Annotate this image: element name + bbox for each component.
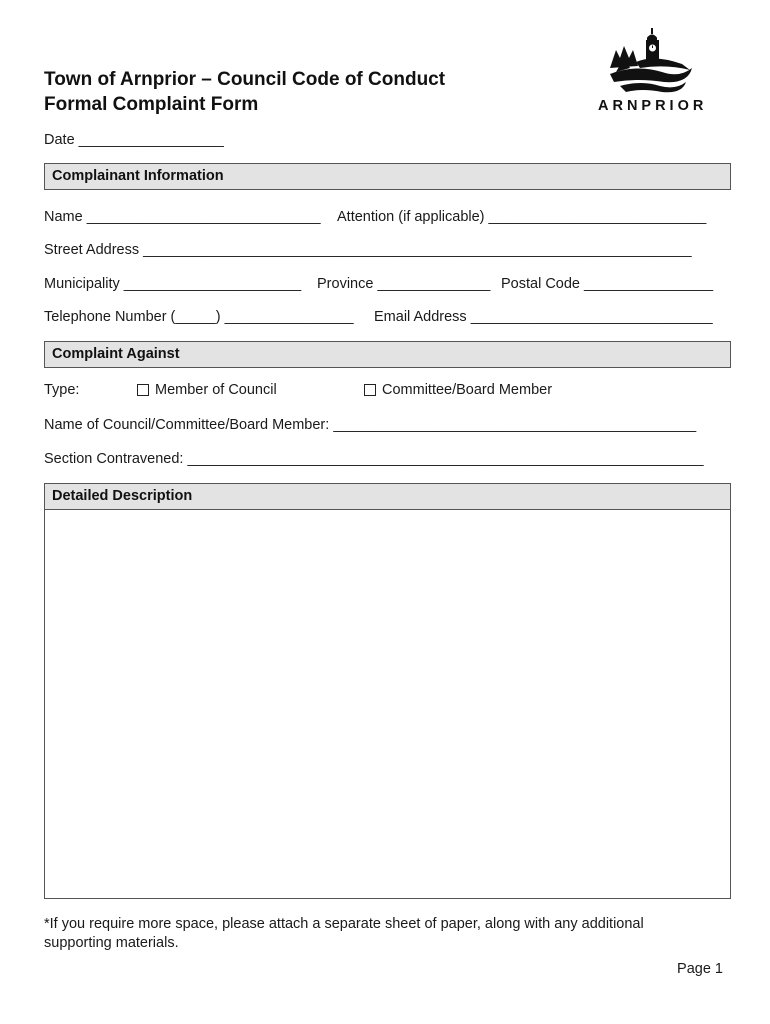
detailed-description-box[interactable] (44, 510, 731, 899)
street-address-field[interactable] (44, 240, 692, 260)
section-header-detailed-description: Detailed Description (44, 483, 731, 510)
committee-board-member-label: Committee/Board Member (382, 382, 553, 398)
type-label: Type: (44, 382, 80, 398)
email-label: Email Address (374, 309, 467, 325)
additional-space-note-line1: *If you require more space, please attach a separate sheet of paper, along with any additional (44, 916, 644, 932)
additional-space-note-line2: supporting materials. (44, 935, 179, 951)
email-field[interactable] (374, 307, 713, 327)
street-address-blank: ____________________________________________________________________ (143, 242, 692, 258)
municipality-label: Municipality (44, 276, 120, 292)
section-header-complainant: Complainant Information (44, 163, 731, 190)
logo-wordmark: ARNPRIOR (598, 98, 708, 114)
attention-label: Attention (if applicable) (337, 209, 485, 225)
name-field[interactable] (44, 207, 321, 227)
member-name-label: Name of Council/Committee/Board Member: (44, 417, 330, 433)
municipality-field[interactable] (44, 274, 301, 294)
postal-code-field[interactable] (501, 274, 713, 294)
province-blank: ______________ (377, 276, 491, 292)
date-label: Date (44, 132, 75, 148)
province-field[interactable] (317, 274, 490, 294)
arnprior-logo (596, 28, 716, 118)
telephone-label: Telephone Number (_____) (44, 309, 221, 325)
postal-code-blank: ________________ (584, 276, 714, 292)
section-contravened-label: Section Contravened: (44, 451, 184, 467)
date-blank: __________________ (78, 132, 224, 148)
arnprior-tower-trees-river-logo-icon (596, 28, 716, 98)
section-header-complaint-against: Complaint Against (44, 341, 731, 368)
telephone-blank: ________________ (224, 309, 354, 325)
email-blank: ______________________________ (470, 309, 713, 325)
telephone-field[interactable] (44, 307, 354, 327)
member-of-council-label: Member of Council (155, 382, 277, 398)
member-of-council-checkbox[interactable] (137, 384, 149, 396)
date-field[interactable] (44, 130, 224, 150)
municipality-blank: ______________________ (123, 276, 302, 292)
province-label: Province (317, 276, 374, 292)
name-blank: _____________________________ (86, 209, 321, 225)
member-name-field[interactable] (44, 415, 696, 435)
street-address-label: Street Address (44, 242, 140, 258)
page-number: Page 1 (677, 961, 723, 977)
section-contravened-blank: ________________________________________________________________ (187, 451, 704, 467)
member-name-blank: _____________________________________________ (333, 417, 697, 433)
committee-board-member-checkbox[interactable] (364, 384, 376, 396)
form-title-line1: Town of Arnprior – Council Code of Conduct (44, 69, 446, 90)
attention-field[interactable] (337, 207, 706, 227)
name-label: Name (44, 209, 83, 225)
section-contravened-field[interactable] (44, 449, 704, 469)
attention-blank: ___________________________ (488, 209, 707, 225)
form-title-line2: Formal Complaint Form (44, 94, 259, 115)
postal-code-label: Postal Code (501, 276, 580, 292)
